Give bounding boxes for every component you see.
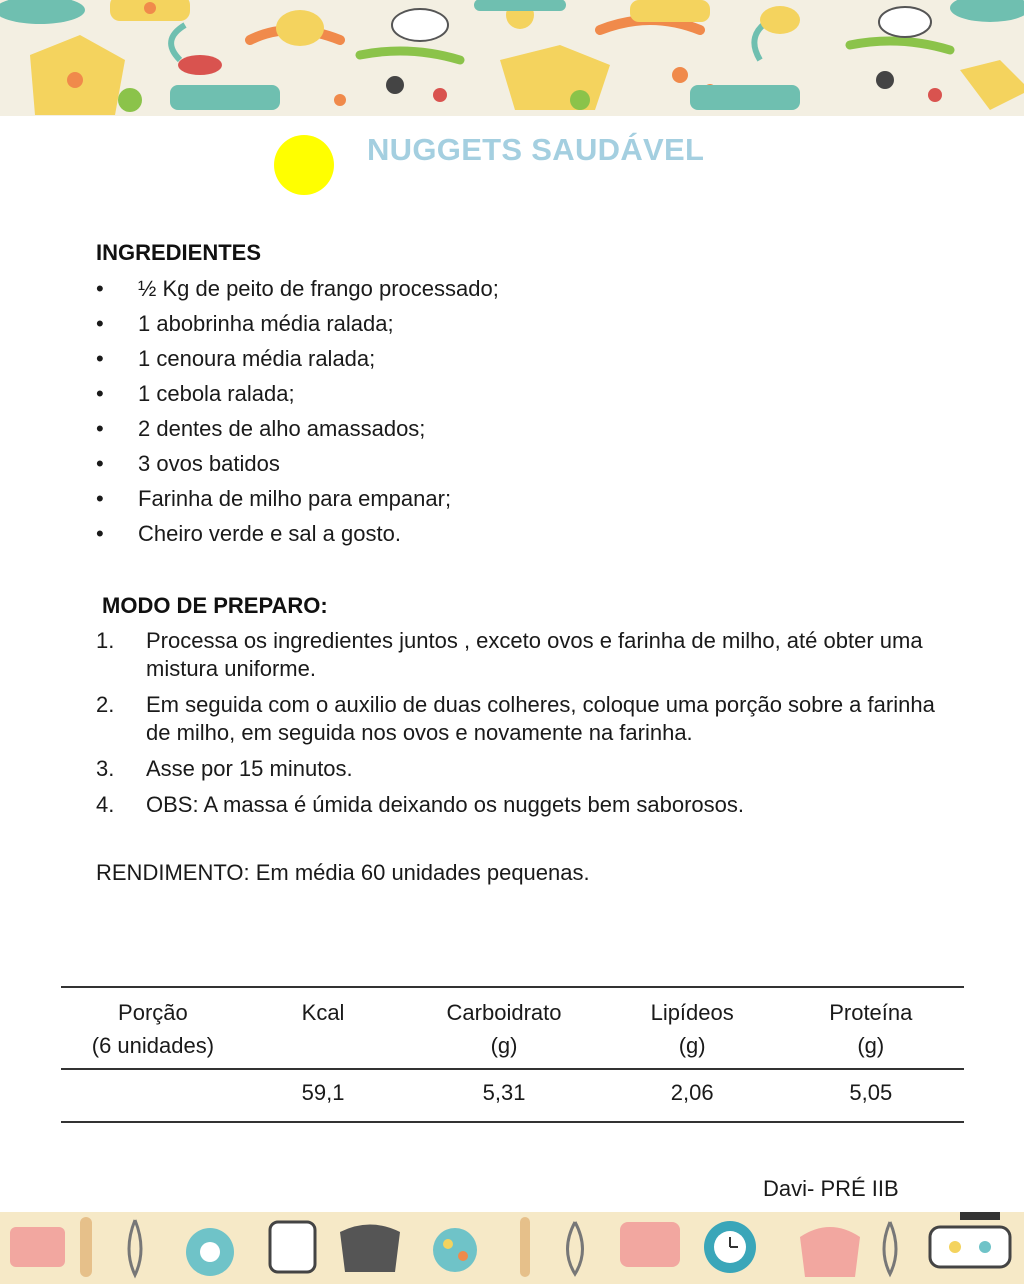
- preparation-steps: [96, 627, 956, 827]
- preparation-heading: MODO DE PREPARO:: [102, 593, 328, 618]
- list-item: [96, 449, 896, 484]
- list-item: [96, 344, 896, 379]
- recipe-title: NUGGETS SAUDÁVEL: [367, 132, 705, 167]
- cell-carbs: 5,31: [482, 1080, 526, 1105]
- author-credit: Davi- PRÉ IIB: [763, 1176, 899, 1201]
- bullet-icon: •: [96, 276, 104, 301]
- top-decorative-banner: [0, 0, 1024, 116]
- bullet-icon: •: [96, 311, 104, 336]
- column-header-kcal: Kcal: [301, 1000, 345, 1025]
- ingredient-text: 2 dentes de alho amassados;: [138, 416, 426, 441]
- cell-portion: [61, 1069, 245, 1122]
- bullet-icon: •: [96, 416, 104, 441]
- step-number: 1.: [96, 628, 115, 653]
- cell-protein: 5,05: [849, 1080, 893, 1105]
- bullet-icon: •: [96, 451, 104, 476]
- ingredient-text: 3 ovos batidos: [138, 451, 280, 476]
- step-text: OBS: A massa é úmida deixando os nuggets bem saborosos.: [146, 792, 745, 817]
- ingredients-heading: INGREDIENTES: [96, 240, 262, 265]
- bottom-decorative-banner: [0, 1212, 1024, 1284]
- ingredient-text: Cheiro verde e sal a gosto.: [138, 521, 401, 546]
- list-item: [96, 379, 896, 414]
- list-item: [96, 627, 956, 683]
- yield-text: RENDIMENTO: Em média 60 unidades pequenas.: [96, 860, 590, 885]
- step-number: 2.: [96, 692, 115, 717]
- ingredient-text: 1 abobrinha média ralada;: [138, 311, 394, 336]
- step-text: Processa os ingredientes juntos , exceto ovos e farinha de milho, até obter uma mistura uniforme.: [146, 628, 923, 681]
- ingredient-text: 1 cenoura média ralada;: [138, 346, 376, 371]
- step-number: 4.: [96, 792, 115, 817]
- kitchen-utensils-pattern-image: [0, 1212, 1024, 1284]
- kitchen-pattern-image: [0, 0, 1024, 116]
- cell-lipids: 2,06: [670, 1080, 714, 1105]
- ingredient-text: Farinha de milho para empanar;: [138, 486, 452, 511]
- bullet-icon: •: [96, 486, 104, 511]
- bullet-icon: •: [96, 346, 104, 371]
- list-item: [96, 691, 956, 747]
- bullet-icon: •: [96, 381, 104, 406]
- list-item: [96, 414, 896, 449]
- column-header-portion: Porção (6 unidades): [91, 1000, 215, 1058]
- column-header-protein: Proteína (g): [829, 1000, 913, 1058]
- list-item: [96, 791, 956, 819]
- list-item: [96, 755, 956, 783]
- cell-kcal: 59,1: [301, 1080, 345, 1105]
- yellow-circle-icon: [274, 135, 334, 195]
- step-number: 3.: [96, 756, 115, 781]
- nutrition-table: [61, 986, 964, 1123]
- list-item: [96, 519, 896, 554]
- step-text: Asse por 15 minutos.: [146, 756, 353, 781]
- column-header-carbs: Carboidrato (g): [446, 1000, 562, 1058]
- bullet-icon: •: [96, 521, 104, 546]
- list-item: [96, 484, 896, 519]
- table-header-row: [61, 987, 964, 1069]
- ingredients-list: [96, 274, 896, 554]
- ingredient-text: 1 cebola ralada;: [138, 381, 295, 406]
- list-item: [96, 274, 896, 309]
- ingredient-text: ½ Kg de peito de frango processado;: [138, 276, 499, 301]
- column-header-lipids: Lipídeos (g): [650, 1000, 734, 1058]
- table-row: [61, 1069, 964, 1122]
- list-item: [96, 309, 896, 344]
- step-text: Em seguida com o auxilio de duas colheres, coloque uma porção sobre a farinha de milho, em seguida nos ovos e novamente na farinha.: [146, 692, 935, 745]
